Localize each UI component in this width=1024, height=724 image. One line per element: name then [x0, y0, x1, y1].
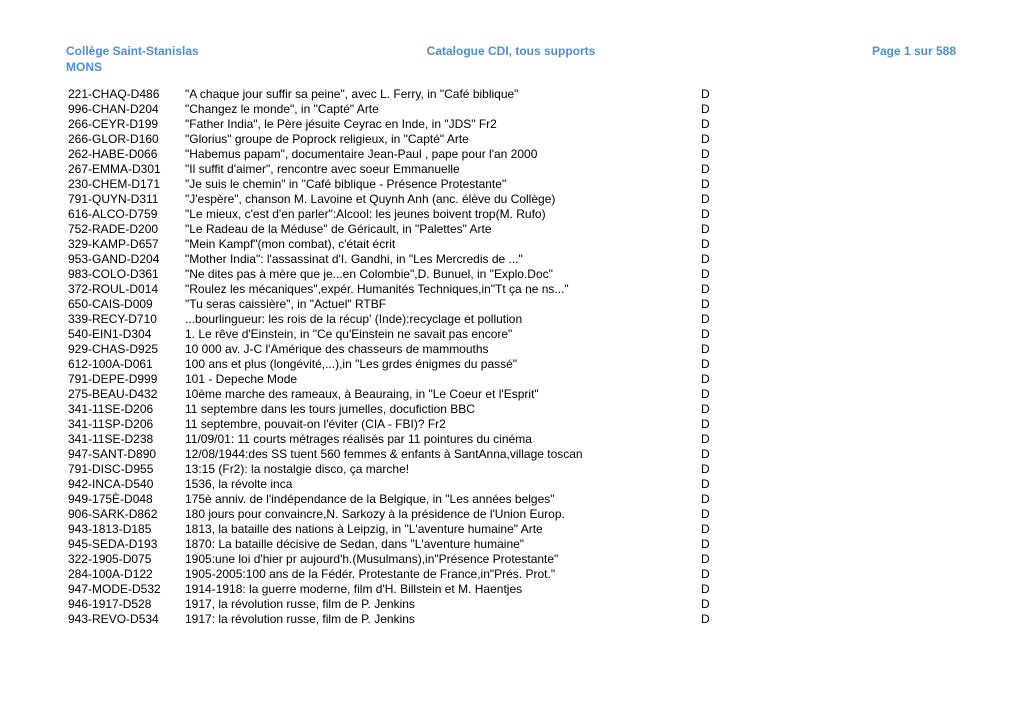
row-title: "Mein Kampf"(mon combat), c'était écrit [185, 237, 396, 251]
catalogue-row [0, 477, 1024, 492]
catalogue-row [0, 357, 1024, 372]
row-support: D [701, 192, 710, 206]
row-cote: 996-CHAN-D204 [68, 102, 159, 116]
row-cote: 266-GLOR-D160 [68, 132, 159, 146]
row-support: D [701, 417, 710, 431]
row-title: "A chaque jour suffir sa peine", avec L. Ferry, in "Café biblique" [185, 87, 519, 101]
row-cote: 791-DEPE-D999 [68, 372, 158, 386]
row-support: D [701, 582, 710, 596]
row-cote: 616-ALCO-D759 [68, 207, 158, 221]
row-cote: 322-1905-D075 [68, 552, 152, 566]
catalogue-list [0, 87, 1024, 627]
row-cote: 943-REVO-D534 [68, 612, 159, 626]
catalogue-row [0, 372, 1024, 387]
page-header [0, 43, 1024, 83]
catalogue-row [0, 492, 1024, 507]
catalogue-row [0, 192, 1024, 207]
row-cote: 341-11SP-D206 [68, 417, 154, 431]
row-title: "Glorius" groupe de Poprock religieux, in "Capté" Arte [185, 132, 469, 146]
row-support: D [701, 282, 710, 296]
school-city: MONS [66, 60, 102, 74]
row-support: D [701, 267, 710, 281]
row-support: D [701, 462, 710, 476]
row-cote: 942-INCA-D540 [68, 477, 154, 491]
catalogue-row [0, 237, 1024, 252]
catalogue-row [0, 567, 1024, 582]
row-support: D [701, 237, 710, 251]
row-support: D [701, 507, 710, 521]
row-support: D [701, 522, 710, 536]
catalogue-row [0, 102, 1024, 117]
row-cote: 341-11SE-D238 [68, 432, 154, 446]
catalogue-row [0, 87, 1024, 102]
row-support: D [701, 492, 710, 506]
row-cote: 284-100A-D122 [68, 567, 153, 581]
row-support: D [701, 252, 710, 266]
row-cote: 329-KAMP-D657 [68, 237, 159, 251]
catalogue-row [0, 432, 1024, 447]
row-support: D [701, 297, 710, 311]
row-cote: 947-SANT-D890 [68, 447, 157, 461]
catalogue-row [0, 147, 1024, 162]
row-cote: 929-CHAS-D925 [68, 342, 159, 356]
row-support: D [701, 147, 710, 161]
catalogue-row [0, 402, 1024, 417]
row-cote: 791-DISC-D955 [68, 462, 154, 476]
row-support: D [701, 162, 710, 176]
row-title: 10 000 av. J-C l'Amérique des chasseurs de mammouths [185, 342, 489, 356]
row-support: D [701, 447, 710, 461]
catalogue-row [0, 297, 1024, 312]
catalogue-row [0, 387, 1024, 402]
catalogue-row [0, 177, 1024, 192]
row-title: 1905-2005:100 ans de la Fédér. Protestante de France,in"Prés. Prot." [185, 567, 556, 581]
catalogue-row [0, 462, 1024, 477]
row-title: 1536, la révolte inca [185, 477, 293, 491]
catalogue-row [0, 582, 1024, 597]
row-title: 175è anniv. de l'indépendance de la Belgique, in "Les années belges" [185, 492, 555, 506]
catalogue-row [0, 447, 1024, 462]
row-title: "Tu seras caissière", in "Actuel" RTBF [185, 297, 387, 311]
row-support: D [701, 357, 710, 371]
row-title: 100 ans et plus (longévité,...),in "Les grdes énigmes du passé" [185, 357, 518, 371]
catalogue-row [0, 222, 1024, 237]
row-cote: 943-1813-D185 [68, 522, 152, 536]
row-support: D [701, 102, 710, 116]
row-support: D [701, 327, 710, 341]
row-cote: 372-ROUL-D014 [68, 282, 159, 296]
row-cote: 949-175È-D048 [68, 492, 153, 506]
row-support: D [701, 312, 710, 326]
catalogue-row [0, 612, 1024, 627]
catalogue-row [0, 207, 1024, 222]
row-title: 1813, la bataille des nations à Leipzig, in "L'aventure humaine" Arte [185, 522, 543, 536]
row-title: 11 septembre, pouvait-on l'éviter (CIA - FBI)? Fr2 [185, 417, 446, 431]
row-cote: 275-BEAU-D432 [68, 387, 158, 401]
row-title: "Le mieux, c'est d'en parler":Alcool: les jeunes boivent trop(M. Rufo) [185, 207, 546, 221]
row-title: 10ème marche des rameaux, à Beauraing, in "Le Coeur et l'Esprit" [185, 387, 539, 401]
row-cote: 267-EMMA-D301 [68, 162, 161, 176]
row-title: 13:15 (Fr2): la nostalgie disco, ça marche! [185, 462, 410, 476]
row-title: "Habemus papam", documentaire Jean-Paul , pape pour l'an 2000 [185, 147, 538, 161]
row-title: "Le Radeau de la Méduse" de Géricault, in "Palettes" Arte [185, 222, 492, 236]
row-support: D [701, 87, 710, 101]
catalogue-row [0, 252, 1024, 267]
row-support: D [701, 222, 710, 236]
row-cote: 906-SARK-D862 [68, 507, 158, 521]
row-title: 1. Le rêve d'Einstein, in "Ce qu'Einstein ne savait pas encore" [185, 327, 513, 341]
row-title: 1917: la révolution russe, film de P. Jenkins [185, 612, 415, 626]
row-cote: 540-EIN1-D304 [68, 327, 152, 341]
row-cote: 791-QUYN-D311 [68, 192, 159, 206]
row-support: D [701, 372, 710, 386]
row-cote: 221-CHAQ-D486 [68, 87, 160, 101]
catalogue-row [0, 162, 1024, 177]
catalogue-row [0, 522, 1024, 537]
row-cote: 983-COLO-D361 [68, 267, 159, 281]
row-cote: 945-SEDA-D193 [68, 537, 158, 551]
row-title: 1917, la révolution russe, film de P. Jenkins [185, 597, 415, 611]
document-title: Catalogue CDI, tous supports [426, 44, 596, 58]
row-cote: 341-11SE-D206 [68, 402, 154, 416]
row-cote: 650-CAIS-D009 [68, 297, 153, 311]
row-cote: 946-1917-D528 [68, 597, 152, 611]
row-title: 101 - Depeche Mode [185, 372, 298, 386]
row-support: D [701, 387, 710, 401]
row-title: 11 septembre dans les tours jumelles, docufiction BBC [185, 402, 475, 416]
row-cote: 339-RECY-D710 [68, 312, 157, 326]
row-support: D [701, 207, 710, 221]
row-title: "Mother India": l'assassinat d'I. Gandhi, in "Les Mercredis de ..." [185, 252, 523, 266]
row-cote: 230-CHEM-D171 [68, 177, 161, 191]
row-support: D [701, 402, 710, 416]
row-cote: 612-100A-D061 [68, 357, 153, 371]
catalogue-row [0, 132, 1024, 147]
catalogue-row [0, 267, 1024, 282]
row-title: "Father India", le Père jésuite Ceyrac en Inde, in "JDS" Fr2 [185, 117, 497, 131]
row-title: "Changez le monde", in "Capté" Arte [185, 102, 379, 116]
row-support: D [701, 177, 710, 191]
row-support: D [701, 567, 710, 581]
row-support: D [701, 432, 710, 446]
row-support: D [701, 132, 710, 146]
school-name: Collège Saint-Stanislas [66, 44, 199, 58]
catalogue-row [0, 597, 1024, 612]
catalogue-row [0, 417, 1024, 432]
row-title: ...bourlingueur: les rois de la récup' (Inde):recyclage et pollution [185, 312, 523, 326]
row-cote: 262-HABE-D066 [68, 147, 158, 161]
row-title: 1914-1918: la guerre moderne, film d'H. Billstein et M. Haentjes [185, 582, 523, 596]
catalogue-row [0, 117, 1024, 132]
row-title: "Je suis le chemin" in "Café biblique - Présence Protestante" [185, 177, 507, 191]
row-title: 11/09/01: 11 courts métrages réalisés par 11 pointures du cinéma [185, 432, 532, 446]
row-title: 1905:une loi d'hier pr aujourd'h.(Musulmans),in"Présence Protestante" [185, 552, 559, 566]
catalogue-row [0, 552, 1024, 567]
row-cote: 266-CEYR-D199 [68, 117, 159, 131]
row-support: D [701, 342, 710, 356]
page-number: Page 1 sur 588 [871, 44, 956, 58]
catalogue-row [0, 342, 1024, 357]
row-support: D [701, 117, 710, 131]
row-title: "J'espère", chanson M. Lavoine et Quynh Anh (anc. élève du Collège) [185, 192, 556, 206]
row-cote: 947-MODE-D532 [68, 582, 161, 596]
row-support: D [701, 597, 710, 611]
row-support: D [701, 477, 710, 491]
catalogue-row [0, 312, 1024, 327]
catalogue-row [0, 537, 1024, 552]
row-title: 180 jours pour convaincre,N. Sarkozy à la présidence de l'Union Europ. [185, 507, 565, 521]
row-title: 1870: La bataille décisive de Sedan, dans "L'aventure humaine" [185, 537, 525, 551]
row-cote: 752-RADE-D200 [68, 222, 159, 236]
row-title: "Il suffit d'aimer", rencontre avec soeur Emmanuelle [185, 162, 460, 176]
row-title: "Roulez les mécaniques",expér. Humanités Techniques,in"Tt ça ne ns..." [185, 282, 569, 296]
catalogue-row [0, 507, 1024, 522]
row-title: "Ne dites pas à mère que je...en Colombie",D. Bunuel, in "Explo.Doc" [185, 267, 553, 281]
catalogue-row [0, 282, 1024, 297]
row-support: D [701, 612, 710, 626]
row-cote: 953-GAND-D204 [68, 252, 160, 266]
row-support: D [701, 537, 710, 551]
row-support: D [701, 552, 710, 566]
row-title: 12/08/1944:des SS tuent 560 femmes & enfants à SantAnna,village toscan [185, 447, 583, 461]
catalogue-row [0, 327, 1024, 342]
document-title-wrap [0, 43, 1024, 59]
